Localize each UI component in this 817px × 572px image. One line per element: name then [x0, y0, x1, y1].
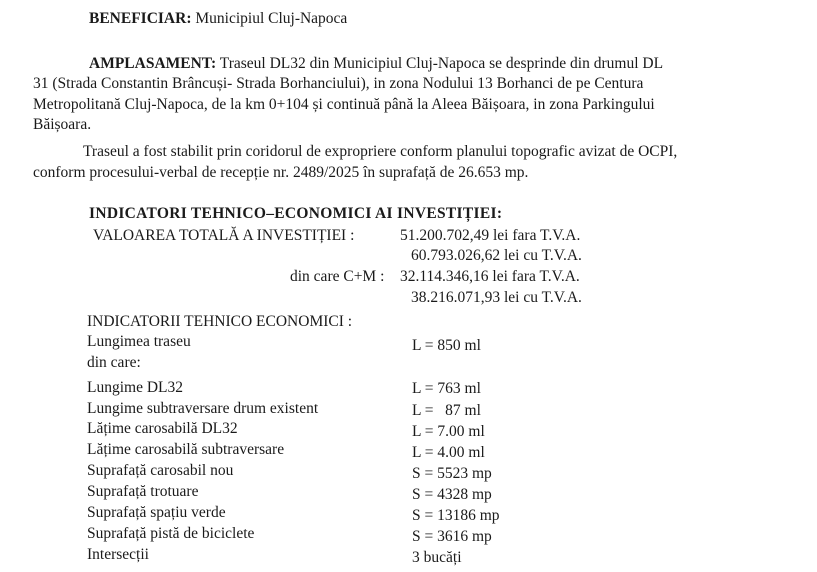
row-label: Lățime carosabilă DL32	[87, 420, 238, 437]
row-label: Suprafață carosabil nou	[87, 462, 234, 479]
cm-fara-tva: 32.114.346,16 lei fara T.V.A.	[400, 268, 580, 285]
amplasament-line-2: 31 (Strada Constantin Brâncuși- Strada Borhanciului), in zona Nodului 13 Borhanci de pe Centura	[33, 75, 644, 92]
row-value: S = 4328 mp	[412, 486, 492, 503]
row-value: L = 4.00 ml	[412, 444, 485, 461]
row-value: S = 13186 mp	[412, 507, 500, 524]
row-label: Lungime DL32	[87, 379, 183, 396]
amplasament-line-1	[89, 54, 663, 74]
valoare-fara-tva: 51.200.702,49 lei fara T.V.A.	[400, 227, 581, 244]
beneficiar-value: Municipiul Cluj-Napoca	[195, 10, 348, 27]
amplasament-line-3: Metropolitană Cluj-Napoca, de la km 0+104 și continuă până la Aleea Băișoara, in zona Parkingului	[33, 96, 655, 113]
row-label: Suprafață trotuare	[87, 483, 199, 500]
amplasament-text-line-1: Traseul DL32 din Municipiul Cluj-Napoca se desprinde din drumul DL	[219, 55, 664, 72]
row-label: Lungimea traseu	[87, 333, 191, 350]
row-value: L = 87 ml	[412, 402, 481, 419]
row-value: L = 7.00 ml	[412, 423, 485, 440]
beneficiar-line	[89, 9, 347, 29]
valoare-cu-tva: 60.793.026,62 lei cu T.V.A.	[411, 247, 582, 264]
amplasament-line-4: Băișoara.	[33, 116, 92, 133]
row-value: S = 3616 mp	[412, 528, 492, 545]
indicatorii-subheading: INDICATORII TEHNICO ECONOMICI :	[87, 313, 353, 330]
beneficiar-label: BENEFICIAR:	[89, 10, 192, 27]
indicatori-heading: INDICATORI TEHNICO–ECONOMICI AI INVESTIȚIEI:	[89, 205, 503, 222]
cm-label: din care C+M :	[290, 268, 385, 285]
row-value: L = 850 ml	[412, 337, 481, 354]
traseu-note-line-2: conform procesului-verbal de recepție nr. 2489/2025 în suprafață de 26.653 mp.	[33, 164, 529, 181]
row-label: din care:	[87, 354, 141, 371]
cm-cu-tva: 38.216.071,93 lei cu T.V.A.	[411, 289, 582, 306]
valoare-totala-label: VALOAREA TOTALĂ A INVESTIȚIEI :	[93, 227, 355, 244]
row-label: Lățime carosabilă subtraversare	[87, 441, 285, 458]
traseu-note-line-1: Traseul a fost stabilit prin coridorul de expropriere conform planului topografic avizat de OCPI,	[83, 143, 678, 160]
row-label: Suprafață pistă de biciclete	[87, 525, 255, 542]
row-label: Intersecții	[87, 546, 149, 563]
row-value: 3 bucăți	[412, 549, 462, 566]
row-value: L = 763 ml	[412, 380, 481, 397]
row-label: Suprafață spațiu verde	[87, 504, 226, 521]
row-label: Lungime subtraversare drum existent	[87, 400, 319, 417]
amplasament-label: AMPLASAMENT:	[89, 55, 217, 72]
row-value: S = 5523 mp	[412, 465, 492, 482]
